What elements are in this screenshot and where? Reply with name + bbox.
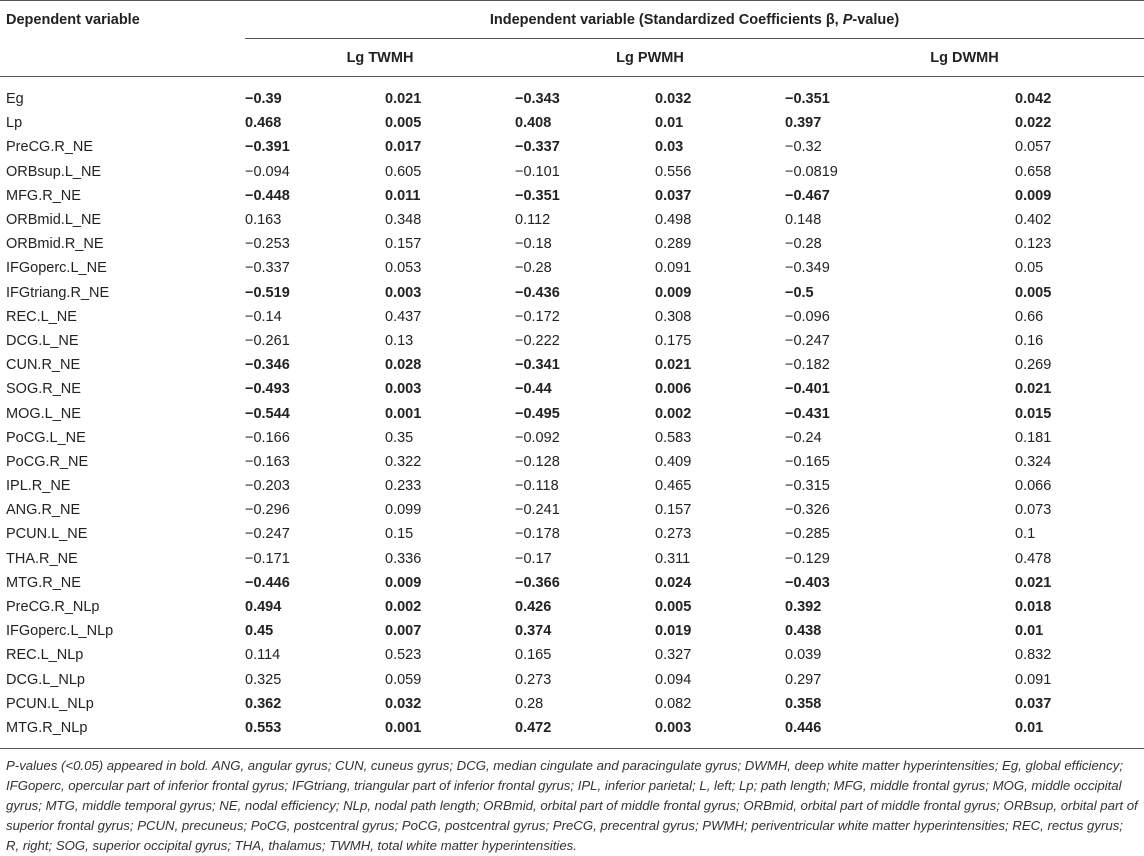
p-value-cell: 0.123: [1015, 236, 1052, 253]
row-label: ORBmid.L_NE: [6, 212, 102, 229]
beta-cell: −0.101: [515, 163, 560, 180]
p-value-cell: 0.1: [1015, 526, 1036, 543]
table-footnote: P-values (<0.05) appeared in bold. ANG, angular gyrus; CUN, cuneus gyrus; DCG, median cingulate and paracingulate gyrus; DWMH, deep white matter hyperintensities; Eg, global efficiency; IFGoperc, opercular part of inferior frontal gyrus; IFGtriang, triangular part of inferior frontal gyrus; IPL, inferior parietal; L, left; Lp; path length; MFG, middle frontal gyrus; MOG, middle occipital gyrus; MTG, middle temporal gyrus; NE, nodal efficiency; NLp, nodal path length; ORBmid, orbital part of middle frontal gyrus; ORBmid, orbital part of middle frontal gyrus; ORBsup, orbital part of superior frontal gyrus; PCUN, precuneus; PoCG, postcentral gyrus; PoCG, postcentral gyrus; PreCG, precentral gyrus; PWMH; periventricular white matter hyperintensities; REC, rectus gyrus; R, right; SOG, superior occipital gyrus; THA, thalamus; TWMH, total white matter hyperintensities.: [6, 758, 1138, 853]
beta-cell: −0.337: [515, 139, 560, 156]
beta-cell: 0.468: [245, 115, 282, 132]
table-row: [0, 232, 1144, 256]
beta-cell: 0.408: [515, 115, 552, 132]
p-value-cell: 0.478: [1015, 550, 1052, 567]
table-row: [0, 135, 1144, 159]
table-row: [0, 547, 1144, 571]
p-value-cell: 0.273: [655, 526, 692, 543]
row-label: Lp: [6, 115, 23, 132]
p-value-cell: 0.028: [385, 357, 422, 374]
beta-cell: −0.247: [785, 332, 830, 349]
p-value-cell: 0.094: [655, 671, 692, 688]
table-row: [0, 208, 1144, 232]
beta-cell: −0.094: [245, 163, 290, 180]
p-value-cell: 0.042: [1015, 91, 1052, 108]
row-label: IFGtriang.R_NE: [6, 284, 110, 301]
beta-cell: 0.358: [785, 695, 822, 712]
table-row: [0, 353, 1144, 377]
p-value-cell: 0.002: [385, 599, 422, 616]
table-row: [0, 716, 1144, 740]
p-value-cell: 0.001: [385, 405, 422, 422]
beta-cell: 0.472: [515, 719, 552, 736]
p-value-cell: 0.605: [385, 163, 422, 180]
table-row: [0, 571, 1144, 595]
p-value-cell: 0.009: [655, 284, 692, 301]
p-value-cell: 0.523: [385, 647, 422, 664]
table-row: [0, 256, 1144, 280]
beta-cell: −0.495: [515, 405, 560, 422]
table-row: [0, 474, 1144, 498]
beta-cell: −0.18: [515, 236, 552, 253]
beta-cell: −0.171: [245, 550, 290, 567]
p-value-cell: 0.308: [655, 308, 692, 325]
row-label: ORBmid.R_NE: [6, 236, 104, 253]
table-row: [0, 595, 1144, 619]
beta-cell: 0.114: [245, 647, 281, 664]
p-value-cell: 0.015: [1015, 405, 1052, 422]
table-row: [0, 160, 1144, 184]
beta-cell: −0.337: [245, 260, 290, 277]
p-value-cell: 0.465: [655, 478, 692, 495]
row-label: Eg: [6, 91, 24, 108]
p-value-cell: 0.032: [385, 695, 422, 712]
group-header-pwmh: Lg PWMH: [515, 39, 785, 77]
row-label: PreCG.R_NLp: [6, 599, 100, 616]
table-row: [0, 450, 1144, 474]
table-row: [0, 111, 1144, 135]
p-value-cell: 0.498: [655, 212, 692, 229]
table-row: [0, 668, 1144, 692]
group-header-dwmh: Lg DWMH: [785, 39, 1144, 77]
p-value-cell: 0.269: [1015, 357, 1052, 374]
beta-cell: −0.5: [785, 284, 814, 301]
beta-cell: −0.448: [245, 187, 290, 204]
beta-cell: −0.391: [245, 139, 290, 156]
beta-cell: −0.343: [515, 91, 560, 108]
p-value-cell: 0.327: [655, 647, 692, 664]
table-row: [0, 87, 1144, 111]
beta-cell: 0.039: [785, 647, 822, 664]
p-value-cell: 0.311: [655, 550, 691, 567]
p-value-cell: 0.066: [1015, 478, 1052, 495]
independent-variable-header: Independent variable (Standardized Coefficients β, P-value): [489, 11, 900, 28]
beta-cell: −0.32: [785, 139, 822, 156]
row-label: IFGoperc.L_NLp: [6, 623, 114, 640]
p-value-cell: 0.021: [1015, 574, 1052, 591]
beta-cell: 0.494: [245, 599, 282, 616]
p-value-cell: 0.021: [655, 357, 692, 374]
row-label: MTG.R_NE: [6, 574, 81, 591]
beta-cell: −0.128: [515, 453, 560, 470]
beta-cell: −0.28: [785, 236, 822, 253]
p-value-cell: 0.66: [1015, 308, 1044, 325]
table-row: [0, 401, 1144, 425]
p-value-cell: 0.018: [1015, 599, 1052, 616]
row-label: THA.R_NE: [6, 550, 78, 567]
p-value-cell: 0.336: [385, 550, 422, 567]
p-value-cell: 0.556: [655, 163, 692, 180]
p-value-cell: 0.157: [385, 236, 422, 253]
p-value-cell: 0.021: [1015, 381, 1052, 398]
p-value-cell: 0.35: [385, 429, 414, 446]
beta-cell: 0.273: [515, 671, 552, 688]
beta-cell: 0.362: [245, 695, 282, 712]
p-value-cell: 0.233: [385, 478, 422, 495]
p-value-cell: 0.053: [385, 260, 422, 277]
p-value-cell: 0.059: [385, 671, 422, 688]
p-value-cell: 0.175: [655, 332, 692, 349]
beta-cell: −0.351: [785, 91, 830, 108]
p-value-cell: 0.009: [1015, 187, 1052, 204]
p-value-cell: 0.017: [385, 139, 422, 156]
beta-cell: −0.118: [515, 478, 559, 495]
p-value-cell: 0.001: [385, 719, 422, 736]
beta-cell: −0.253: [245, 236, 290, 253]
p-value-cell: 0.005: [655, 599, 692, 616]
beta-cell: −0.163: [245, 453, 290, 470]
p-value-cell: 0.002: [655, 405, 692, 422]
row-label: IFGoperc.L_NE: [6, 260, 107, 277]
p-value-cell: 0.289: [655, 236, 692, 253]
beta-cell: −0.178: [515, 526, 560, 543]
table-row: [0, 426, 1144, 450]
beta-cell: −0.436: [515, 284, 560, 301]
p-value-cell: 0.091: [1015, 671, 1052, 688]
beta-cell: −0.403: [785, 574, 830, 591]
row-label: CUN.R_NE: [6, 357, 81, 374]
p-value-cell: 0.003: [385, 381, 422, 398]
beta-cell: −0.285: [785, 526, 830, 543]
p-value-cell: 0.037: [1015, 695, 1052, 712]
beta-cell: −0.446: [245, 574, 290, 591]
p-value-cell: 0.007: [385, 623, 422, 640]
dependent-variable-header: Dependent variable: [6, 11, 140, 28]
beta-cell: 0.45: [245, 623, 274, 640]
row-label: DCG.L_NLp: [6, 671, 85, 688]
p-value-cell: 0.082: [655, 695, 692, 712]
beta-cell: 0.446: [785, 719, 822, 736]
beta-cell: 0.112: [515, 212, 551, 229]
beta-cell: −0.222: [515, 332, 560, 349]
p-value-cell: 0.024: [655, 574, 692, 591]
beta-cell: −0.351: [515, 187, 560, 204]
table-row: [0, 643, 1144, 667]
beta-cell: −0.346: [245, 357, 290, 374]
p-value-cell: 0.15: [385, 526, 414, 543]
p-value-cell: 0.437: [385, 308, 422, 325]
p-value-cell: 0.005: [385, 115, 422, 132]
beta-cell: −0.44: [515, 381, 552, 398]
beta-cell: −0.349: [785, 260, 830, 277]
beta-cell: 0.397: [785, 115, 822, 132]
beta-cell: 0.553: [245, 719, 282, 736]
beta-cell: −0.166: [245, 429, 290, 446]
p-value-cell: 0.022: [1015, 115, 1052, 132]
beta-cell: −0.203: [245, 478, 290, 495]
p-value-cell: 0.01: [1015, 623, 1044, 640]
beta-cell: −0.17: [515, 550, 552, 567]
p-value-cell: 0.01: [655, 115, 684, 132]
beta-cell: −0.182: [785, 357, 830, 374]
beta-cell: 0.297: [785, 671, 822, 688]
beta-cell: −0.28: [515, 260, 552, 277]
beta-cell: −0.096: [785, 308, 830, 325]
row-label: PoCG.L_NE: [6, 429, 86, 446]
beta-cell: 0.165: [515, 647, 552, 664]
bottom-rule: [0, 749, 1144, 750]
row-label: REC.L_NE: [6, 308, 77, 325]
p-value-cell: 0.01: [1015, 719, 1044, 736]
p-value-cell: 0.006: [655, 381, 692, 398]
p-value-cell: 0.005: [1015, 284, 1052, 301]
table-row: [0, 377, 1144, 401]
row-label: PCUN.L_NE: [6, 526, 88, 543]
beta-cell: −0.092: [515, 429, 560, 446]
table-row: [0, 305, 1144, 329]
beta-cell: −0.315: [785, 478, 830, 495]
table-row: [0, 498, 1144, 522]
beta-cell: 0.163: [245, 212, 282, 229]
p-value-cell: 0.057: [1015, 139, 1052, 156]
group-header-twmh: Lg TWMH: [245, 39, 515, 77]
beta-cell: −0.431: [785, 405, 830, 422]
table-row: [0, 184, 1144, 208]
p-value-cell: 0.032: [655, 91, 692, 108]
row-label: IPL.R_NE: [6, 478, 71, 495]
p-value-cell: 0.019: [655, 623, 692, 640]
row-label: ORBsup.L_NE: [6, 163, 102, 180]
beta-cell: −0.519: [245, 284, 290, 301]
p-value-cell: 0.099: [385, 502, 422, 519]
beta-cell: −0.326: [785, 502, 830, 519]
row-label: MOG.L_NE: [6, 405, 81, 422]
p-value-cell: 0.322: [385, 453, 422, 470]
beta-cell: −0.241: [515, 502, 560, 519]
p-value-cell: 0.181: [1015, 429, 1052, 446]
p-value-cell: 0.009: [385, 574, 422, 591]
beta-cell: 0.392: [785, 599, 822, 616]
p-value-cell: 0.03: [655, 139, 684, 156]
beta-cell: −0.14: [245, 308, 282, 325]
p-value-cell: 0.583: [655, 429, 692, 446]
row-label: PoCG.R_NE: [6, 453, 89, 470]
p-value-cell: 0.348: [385, 212, 422, 229]
row-label: MFG.R_NE: [6, 187, 81, 204]
beta-cell: −0.401: [785, 381, 830, 398]
p-value-cell: 0.003: [655, 719, 692, 736]
p-value-cell: 0.003: [385, 284, 422, 301]
table-row: [0, 619, 1144, 643]
row-label: DCG.L_NE: [6, 332, 79, 349]
table-row: [0, 522, 1144, 546]
row-label: REC.L_NLp: [6, 647, 84, 664]
beta-cell: 0.148: [785, 212, 822, 229]
p-value-cell: 0.409: [655, 453, 692, 470]
beta-cell: −0.165: [785, 453, 830, 470]
beta-cell: 0.438: [785, 623, 822, 640]
p-value-cell: 0.021: [385, 91, 422, 108]
row-label: PreCG.R_NE: [6, 139, 94, 156]
p-value-cell: 0.402: [1015, 212, 1052, 229]
row-label: MTG.R_NLp: [6, 719, 88, 736]
row-label: PCUN.L_NLp: [6, 695, 94, 712]
beta-cell: 0.325: [245, 671, 282, 688]
p-value-cell: 0.16: [1015, 332, 1044, 349]
beta-cell: 0.374: [515, 623, 552, 640]
p-value-cell: 0.073: [1015, 502, 1052, 519]
p-value-cell: 0.13: [385, 332, 414, 349]
beta-cell: −0.0819: [785, 163, 838, 180]
p-value-cell: 0.091: [655, 260, 692, 277]
beta-cell: 0.28: [515, 695, 544, 712]
row-label: ANG.R_NE: [6, 502, 81, 519]
beta-cell: −0.544: [245, 405, 290, 422]
p-value-cell: 0.157: [655, 502, 692, 519]
beta-cell: −0.467: [785, 187, 830, 204]
p-value-cell: 0.658: [1015, 163, 1052, 180]
beta-cell: −0.296: [245, 502, 290, 519]
beta-cell: −0.247: [245, 526, 290, 543]
beta-cell: −0.129: [785, 550, 830, 567]
p-value-cell: 0.011: [385, 187, 421, 204]
beta-cell: 0.426: [515, 599, 552, 616]
p-value-cell: 0.037: [655, 187, 692, 204]
p-value-cell: 0.324: [1015, 453, 1052, 470]
p-value-cell: 0.832: [1015, 647, 1052, 664]
beta-cell: −0.39: [245, 91, 282, 108]
table-row: [0, 692, 1144, 716]
table-body: [0, 87, 1144, 740]
table-row: [0, 281, 1144, 305]
beta-cell: −0.24: [785, 429, 822, 446]
beta-cell: −0.341: [515, 357, 560, 374]
table-row: [0, 329, 1144, 353]
beta-cell: −0.366: [515, 574, 560, 591]
beta-cell: −0.261: [245, 332, 290, 349]
row-label: SOG.R_NE: [6, 381, 81, 398]
beta-cell: −0.172: [515, 308, 560, 325]
beta-cell: −0.493: [245, 381, 290, 398]
p-value-cell: 0.05: [1015, 260, 1044, 277]
